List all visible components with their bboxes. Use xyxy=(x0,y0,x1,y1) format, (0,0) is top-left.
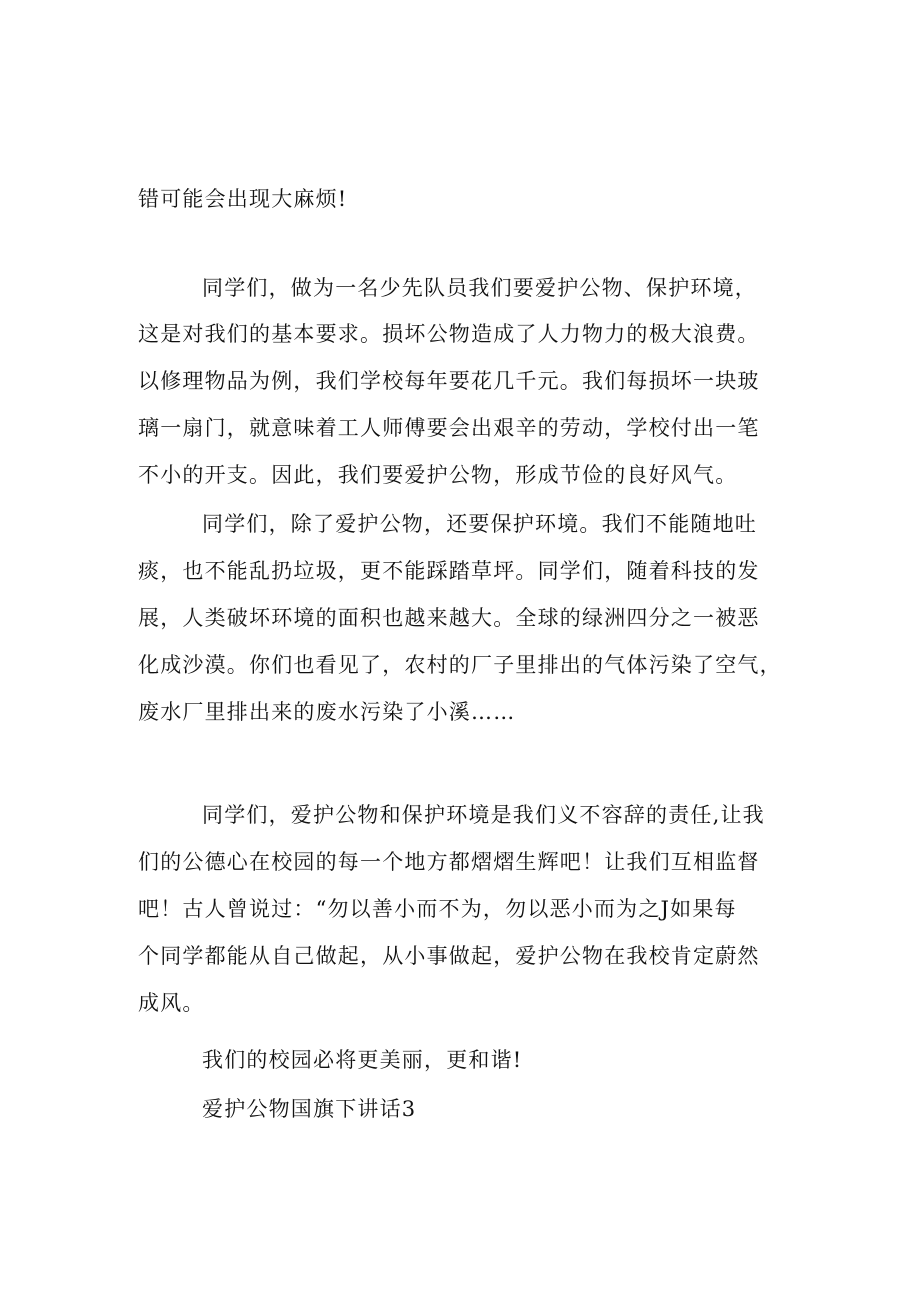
text-line: 吧！古人曾说过：“勿以善小而不为，勿以恶小而为之J如果每 xyxy=(138,897,737,921)
text-line: 成风。 xyxy=(138,991,205,1015)
text-line: 错可能会出现大麻烦! xyxy=(138,187,348,211)
text-line: 展，人类破坏环境的面积也越来越大。全球的绿洲四分之一被恶 xyxy=(138,606,760,630)
text-line: 这是对我们的基本要求。损坏公物造成了人力物力的极大浪费。 xyxy=(138,322,760,346)
text-line: 同学们，爱护公物和保护环境是我们义不容辞的责任,让我 xyxy=(202,803,765,827)
text-line: 痰，也不能乱扔垃圾，更不能踩踏草坪。同学们，随着科技的发 xyxy=(138,559,760,583)
text-line: 个同学都能从自己做起，从小事做起，爱护公物在我校肯定蔚然 xyxy=(138,944,760,968)
text-line: 废水厂里排出来的废水污染了小溪…… xyxy=(138,700,516,724)
text-line: 我们的校园必将更美丽，更和谐! xyxy=(202,1048,523,1072)
text-line: 璃一扇门，就意味着工人师傅要会出艰辛的劳动，学校付出一笔 xyxy=(138,416,760,440)
text-line: 以修理物品为例，我们学校每年要花几千元。我们每损坏一块玻 xyxy=(138,369,760,393)
text-line: 不小的开支。因此，我们要爱护公物，形成节俭的良好风气。 xyxy=(138,463,738,487)
text-line: 同学们，做为一名少先队员我们要爱护公物、保护环境， xyxy=(202,276,757,300)
section-heading: 爱护公物国旗下讲话3 xyxy=(202,1097,417,1121)
text-line: 化成沙漠。你们也看见了，农村的厂子里排出的气体污染了空气， xyxy=(138,653,782,677)
text-line: 同学们，除了爱护公物，还要保护环境。我们不能随地吐 xyxy=(202,512,757,536)
text-line: 们的公德心在校园的每一个地方都熠熠生辉吧！让我们互相监督 xyxy=(138,850,760,874)
